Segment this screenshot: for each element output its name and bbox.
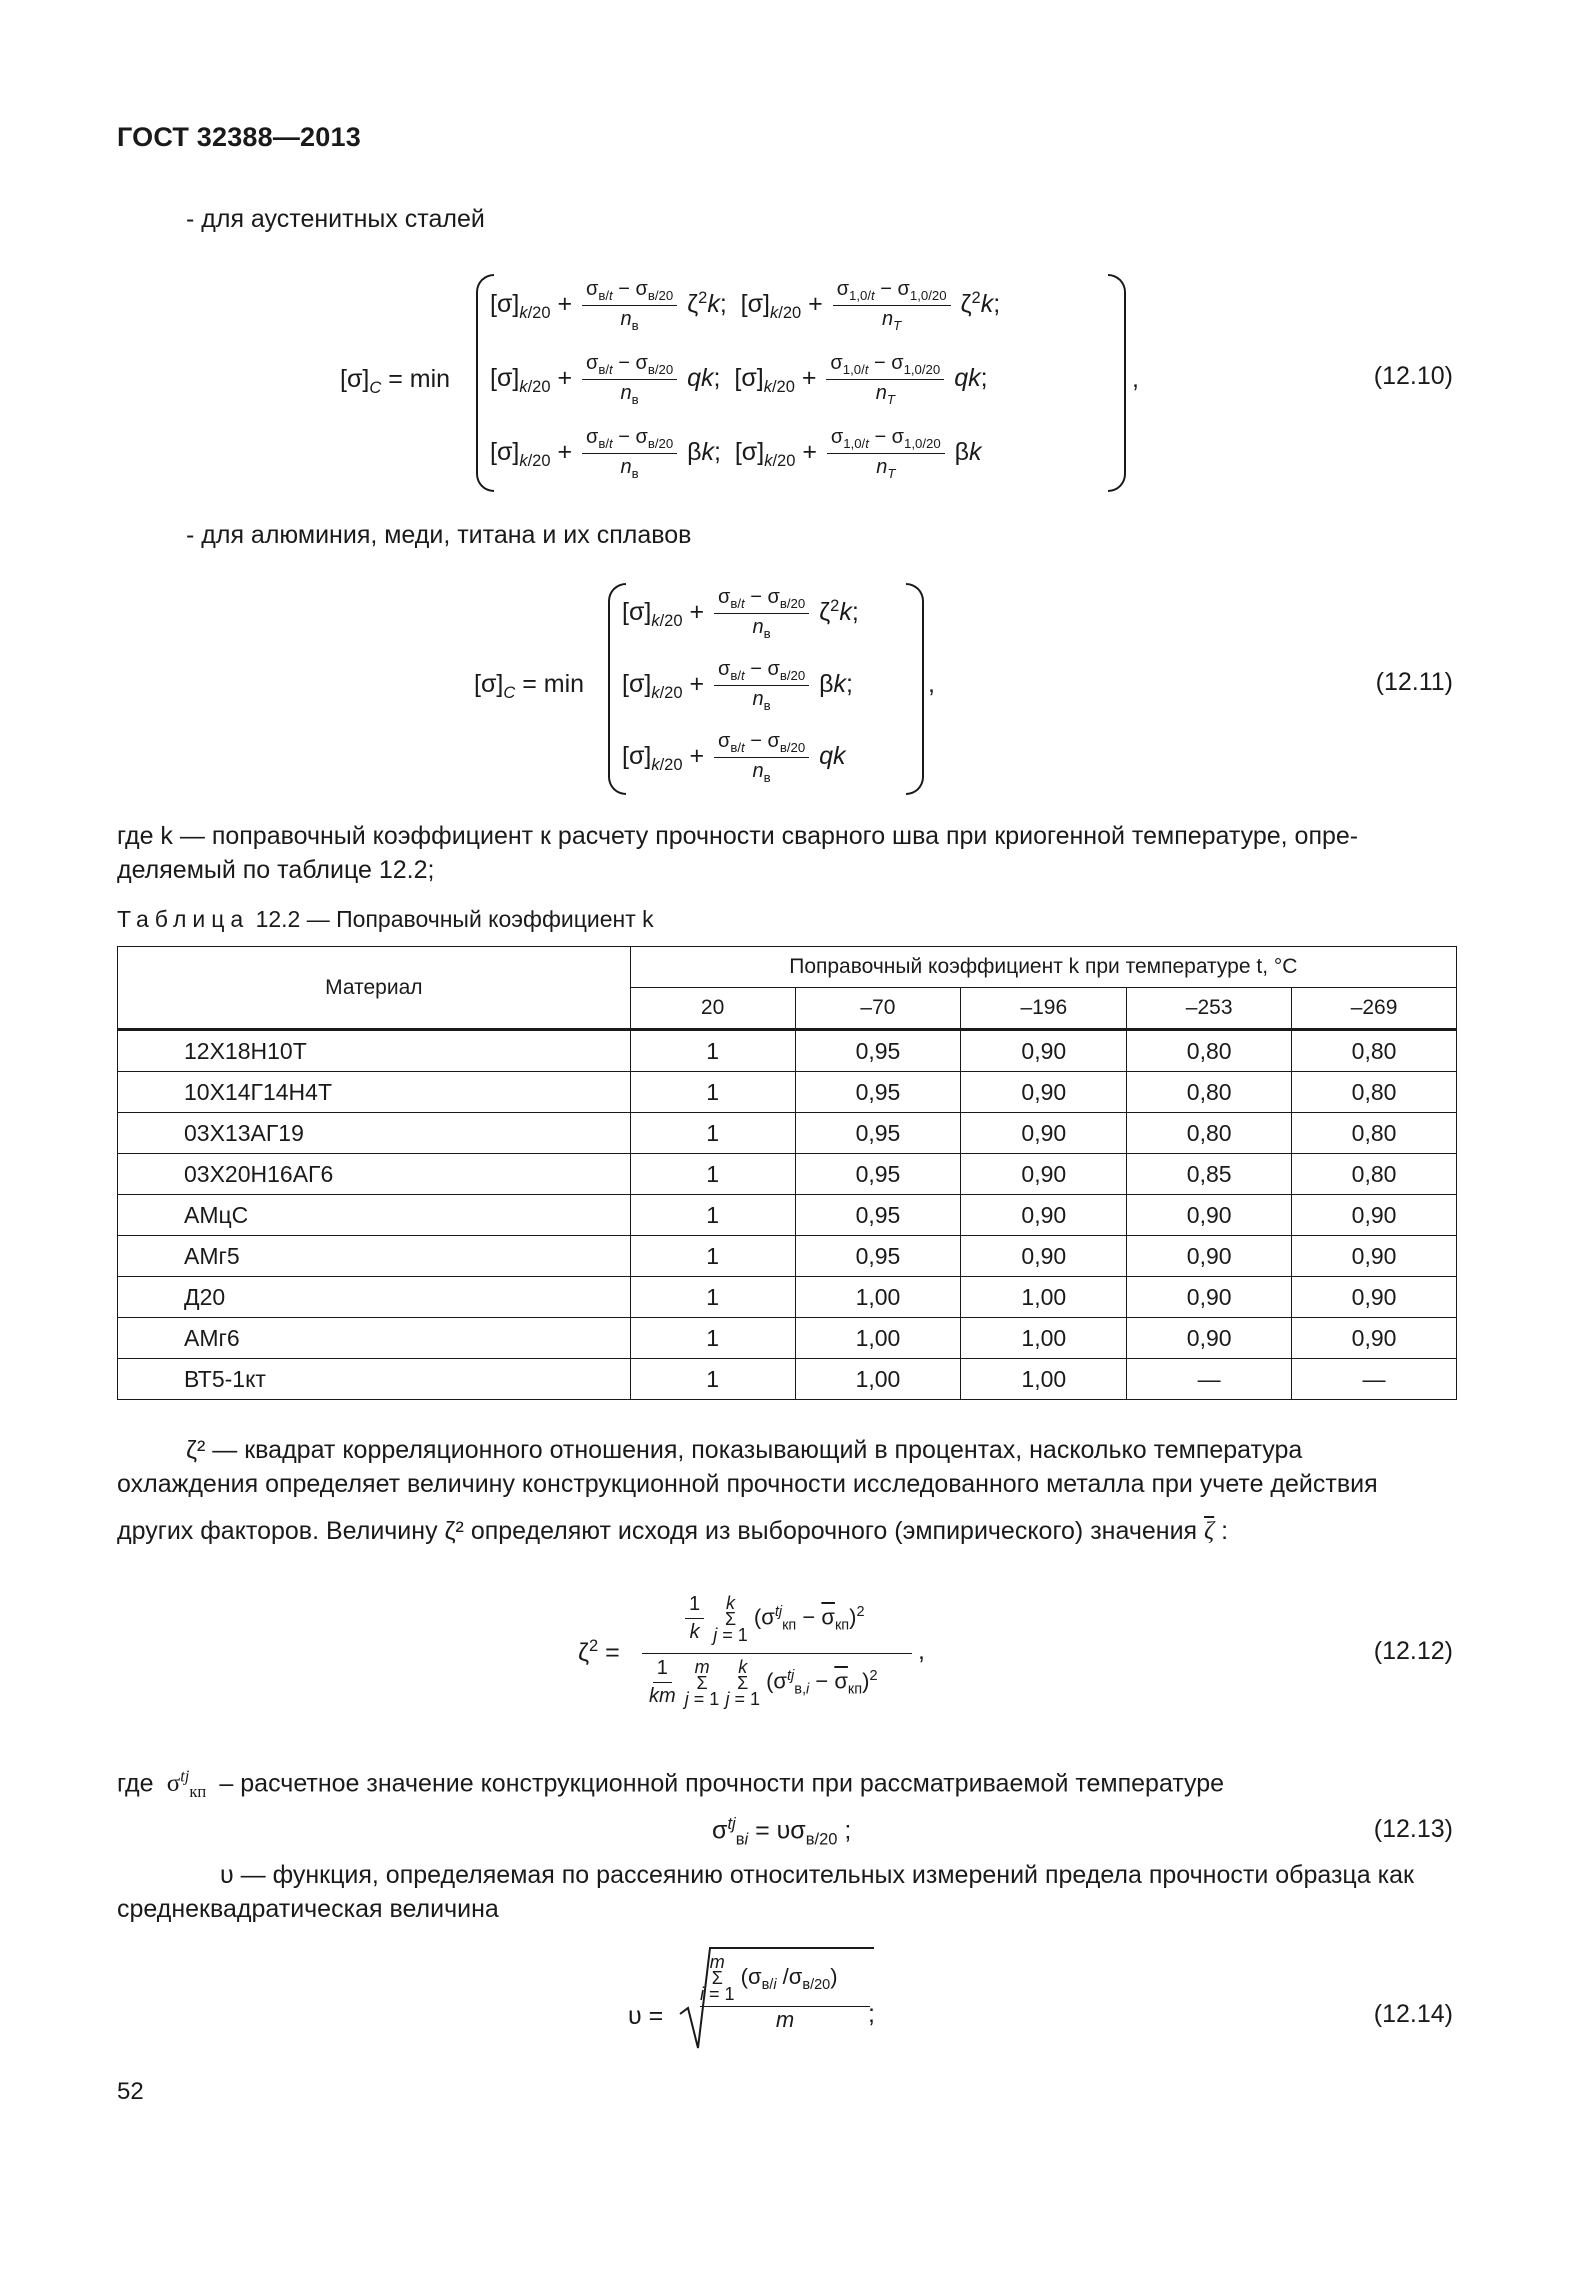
formula-12-11-line-3: $[\sigma]_{k/20}$ + $\frac{\sigma_{в/t} - \sigma_{в/20}}{n_в}$ qk <box>622 730 846 785</box>
coefficient-cell: 1 <box>630 1154 795 1195</box>
material-cell: 03Х13АГ19 <box>118 1113 631 1154</box>
coefficient-cell: 0,90 <box>961 1236 1127 1277</box>
table-row <box>118 1154 1457 1195</box>
table-row <box>118 1113 1457 1154</box>
table-row <box>118 1030 1457 1072</box>
formula-12-11-line-1: $[\sigma]_{k/20}$ + $\frac{\sigma_{в/t} - \sigma_{в/20}}{n_в}$ $\zeta^2k$; <box>622 586 859 641</box>
equation-number: (12.12) <box>1373 1637 1453 1665</box>
correction-coefficient-table <box>117 946 1457 1400</box>
coefficient-cell: 0,95 <box>795 1030 961 1072</box>
coefficient-cell: 1,00 <box>961 1318 1127 1359</box>
formula-12-12-fraction: $\frac{1}{k}$ k Σ j = 1 $(\sigma^{tj}_{кп} - \overline{\sigma}_{кп})^2$ $\frac{1}{km}$ m Σ j = 1 k Σ j = 1 $(\sigma^{tj}_{в,i} - \overline{\sigma}_{кп})^2$ <box>642 1593 912 1723</box>
coefficient-cell: 0,80 <box>1127 1113 1292 1154</box>
formula-12-10-line-2: $[\sigma]_{k/20}$ + $\frac{\sigma_{в/t} - \sigma_{в/20}}{n_в}$ qk; $[\sigma]_{k/20}$ + $\frac{\sigma_{1,0/t} - \sigma_{1,0/20}}{n_T}$ qk; <box>490 352 988 407</box>
temp-header: 20 <box>630 988 795 1030</box>
material-cell: 10Х14Г14Н4Т <box>118 1072 631 1113</box>
zeta-bar-symbol: $\overline{\zeta}$ <box>1204 1518 1215 1545</box>
material-cell: Д20 <box>118 1277 631 1318</box>
temp-header: –70 <box>795 988 961 1030</box>
table-row <box>118 1277 1457 1318</box>
table-row <box>118 1072 1457 1113</box>
formula-12-14: υ = m Σ i = 1 ($\sigma_{в/i}$ $/\sigma_{в/20}$) m ; (12.14) <box>0 1940 1575 2060</box>
coefficient-cell: 0,95 <box>795 1072 961 1113</box>
coefficient-cell: 0,95 <box>795 1195 961 1236</box>
sigma-definition-where: где <box>117 1769 154 1798</box>
coefficient-cell: — <box>1292 1359 1457 1400</box>
formula-12-11-lhs: $[\sigma]_C = \min$ <box>474 670 585 702</box>
material-cell: АМг5 <box>118 1236 631 1277</box>
coefficient-cell: 0,90 <box>1292 1277 1457 1318</box>
coefficient-cell: 0,90 <box>1127 1236 1292 1277</box>
coefficient-cell: 1 <box>630 1277 795 1318</box>
coefficient-cell: 0,85 <box>1127 1154 1292 1195</box>
material-cell: АМцС <box>118 1195 631 1236</box>
coefficient-cell: 1,00 <box>961 1277 1127 1318</box>
zeta-definition-line-3: других факторов. Величину ζ² определяют исходя из выборочного (эмпирического) значения $\overline{\zeta}$ : <box>117 1517 1229 1545</box>
coefficient-cell: 0,90 <box>961 1195 1127 1236</box>
coefficient-cell: 0,90 <box>961 1154 1127 1195</box>
material-cell: 03Х20Н16АГ6 <box>118 1154 631 1195</box>
material-cell: ВТ5-1кт <box>118 1359 631 1400</box>
coefficient-cell: 0,95 <box>795 1236 961 1277</box>
formula-12-11-line-2: $[\sigma]_{k/20}$ + $\frac{\sigma_{в/t} - \sigma_{в/20}}{n_в}$ βk; <box>622 658 853 713</box>
upsilon-definition-line-2: среднеквадратическая величина <box>117 1895 499 1923</box>
formula-12-14-fraction: m Σ i = 1 ($\sigma_{в/i}$ $/\sigma_{в/20}$) m <box>700 1954 870 2033</box>
coefficient-cell: 0,90 <box>961 1030 1127 1072</box>
coefficient-cell: 1 <box>630 1113 795 1154</box>
material-cell: АМг6 <box>118 1318 631 1359</box>
sigma-definition-text: – расчетное значение конструкционной прочности при рассматриваемой температуре <box>219 1769 1225 1798</box>
coefficient-cell: 0,80 <box>1292 1030 1457 1072</box>
table-caption-prefix: Таблица <box>117 906 250 932</box>
table-caption-text: 12.2 — Поправочный коэффициент k <box>255 906 654 932</box>
coefficient-cell: 1,00 <box>795 1359 961 1400</box>
coefficient-cell: 0,90 <box>1127 1318 1292 1359</box>
coefficient-cell: 0,90 <box>1292 1318 1457 1359</box>
coefficient-cell: 1 <box>630 1236 795 1277</box>
right-brace <box>1108 274 1126 492</box>
coefficient-cell: 0,90 <box>1292 1195 1457 1236</box>
upsilon-definition-line-1: υ — функция, определяемая по рассеянию относительных измерений предела прочности образца как <box>220 1861 1414 1889</box>
coefficient-cell: 1,00 <box>795 1318 961 1359</box>
equation-number: (12.13) <box>1373 1815 1453 1843</box>
equation-number: (12.10) <box>1373 362 1453 390</box>
page-number: 52 <box>117 2078 144 2105</box>
coefficient-cell: 0,90 <box>961 1113 1127 1154</box>
coefficient-cell: 0,90 <box>1127 1195 1292 1236</box>
formula-12-10: $[\sigma]_C = \min$ $[\sigma]_{k/20}$ + $\frac{\sigma_{в/t} - \sigma_{в/20}}{n_в}$ $\zeta^2k$; $[\sigma]_{k/20}$ + $\frac{\sigma_{1,0/t} - \sigma_{1,0/20}}{n_T}$ $\zeta^2k$; $[\sigma]_{k/20}$ + $\frac{\sigma_{в/t} - \sigma_{в/20}}{n_в}$ qk; $[\sigma]_{k/20}$ + $\frac{\sigma_{1,0/t} - \sigma_{1,0/20}}{n_T}$ qk; $[\sigma]_{k/20}$ + $\frac{\sigma_{в/t} - \sigma_{в/20}}{n_в}$ βk; $[\sigma]_{k/20}$ + $\frac{\sigma_{1,0/t} - \sigma_{1,0/20}}{n_T}$ βk , (12.10) <box>0 270 1575 495</box>
coefficient-cell: 0,80 <box>1292 1072 1457 1113</box>
coefficient-cell: 1,00 <box>961 1359 1127 1400</box>
sigma-definition: где $\sigma^{tj}_{кп}$ – расчетное значение конструкционной прочности при рассматриваемой температуре <box>117 1767 1225 1802</box>
coefficient-cell: — <box>1127 1359 1292 1400</box>
coefficient-cell: 1,00 <box>795 1277 961 1318</box>
table-caption <box>117 906 654 933</box>
coefficient-cell: 1 <box>630 1318 795 1359</box>
col-material-header: Материал <box>118 947 631 1030</box>
k-definition-line-1: где k — поправочный коэффициент к расчету прочности сварного шва при криогенной температуре, опре- <box>117 822 1359 850</box>
material-cell: 12Х18Н10Т <box>118 1030 631 1072</box>
coefficient-cell: 0,90 <box>1292 1236 1457 1277</box>
equation-number: (12.14) <box>1373 2000 1453 2028</box>
coefficient-cell: 0,95 <box>795 1113 961 1154</box>
right-brace <box>906 583 924 795</box>
formula-12-13: $\sigma^{tj}_{вi} = \upsilon\sigma_{в/20}$ ; (12.13) <box>712 1815 1453 1849</box>
table-row <box>118 1236 1457 1277</box>
table-row <box>118 1359 1457 1400</box>
austenitic-steels-intro: - для аустенитных сталей <box>186 205 485 233</box>
temp-header: –196 <box>961 988 1127 1030</box>
coefficient-cell: 0,90 <box>961 1072 1127 1113</box>
zeta-definition-line-1: ζ² — квадрат корреляционного отношения, показывающий в процентах, насколько температура <box>186 1436 1303 1464</box>
zeta-definition-line-2: охлаждения определяет величину конструкционной прочности исследованного металла при учете действия <box>117 1470 1378 1498</box>
coefficient-cell: 1 <box>630 1030 795 1072</box>
formula-12-10-line-1: $[\sigma]_{k/20}$ + $\frac{\sigma_{в/t} - \sigma_{в/20}}{n_в}$ $\zeta^2k$; $[\sigma]_{k/20}$ + $\frac{\sigma_{1,0/t} - \sigma_{1,0/20}}{n_T}$ $\zeta^2k$; <box>490 278 1001 333</box>
formula-12-10-line-3: $[\sigma]_{k/20}$ + $\frac{\sigma_{в/t} - \sigma_{в/20}}{n_в}$ βk; $[\sigma]_{k/20}$ + $\frac{\sigma_{1,0/t} - \sigma_{1,0/20}}{n_T}$ βk <box>490 426 982 481</box>
coefficient-cell: 0,80 <box>1292 1113 1457 1154</box>
table-body <box>118 1030 1457 1400</box>
coefficient-cell: 1 <box>630 1359 795 1400</box>
formula-12-10-lhs: $[\sigma]_C = \min$ <box>340 365 451 397</box>
formula-12-11: $[\sigma]_C = \min$ $[\sigma]_{k/20}$ + $\frac{\sigma_{в/t} - \sigma_{в/20}}{n_в}$ $\zeta^2k$; $[\sigma]_{k/20}$ + $\frac{\sigma_{в/t} - \sigma_{в/20}}{n_в}$ βk; $[\sigma]_{k/20}$ + $\frac{\sigma_{в/t} - \sigma_{в/20}}{n_в}$ qk , (12.11) <box>0 580 1575 795</box>
temp-header: –253 <box>1127 988 1292 1030</box>
coefficient-cell: 1 <box>630 1195 795 1236</box>
coefficient-cell: 0,80 <box>1127 1030 1292 1072</box>
table-row <box>118 1195 1457 1236</box>
coefficient-cell: 0,80 <box>1127 1072 1292 1113</box>
equation-number: (12.11) <box>1375 668 1453 696</box>
coefficient-cell: 0,90 <box>1127 1277 1292 1318</box>
zeta-definition-line-3-text: других факторов. Величину ζ² определяют исходя из выборочного (эмпирического) значения <box>117 1517 1198 1545</box>
coefficient-cell: 0,80 <box>1292 1154 1457 1195</box>
aluminium-intro: - для алюминия, меди, титана и их сплавов <box>186 521 692 549</box>
coefficient-cell: 1 <box>630 1072 795 1113</box>
temp-header: –269 <box>1292 988 1457 1030</box>
k-definition-line-2: деляемый по таблице 12.2; <box>117 856 435 884</box>
coefficient-cell: 0,95 <box>795 1154 961 1195</box>
document-header: ГОСТ 32388—2013 <box>117 122 361 152</box>
table-row <box>118 1318 1457 1359</box>
col-group-header: Поправочный коэффициент k при температуре t, °С <box>630 947 1456 988</box>
formula-12-12: $\zeta^2$ = $\frac{1}{k}$ k Σ j = 1 $(\sigma^{tj}_{кп} - \overline{\sigma}_{кп})^2$ $\frac{1}{km}$ m Σ j = 1 k Σ j = 1 $(\sigma^{tj}_{в,i} - \overline{\sigma}_{кп})^2$ , (12.12) <box>0 1585 1575 1730</box>
